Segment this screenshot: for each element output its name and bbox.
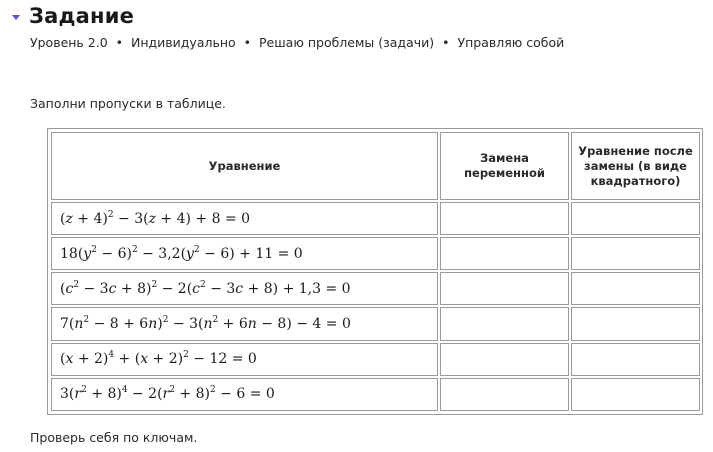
meta-separator: • bbox=[243, 35, 252, 50]
quadratic-cell[interactable] bbox=[571, 237, 700, 270]
equation-cell bbox=[51, 202, 438, 235]
quadratic-cell[interactable] bbox=[571, 343, 700, 376]
equations-table bbox=[47, 128, 703, 415]
equation-text: $18(y^2 - 6)^2 - 3,2(y^2 - 6) + 11 = 0$ bbox=[60, 244, 303, 262]
substitution-cell[interactable] bbox=[440, 307, 569, 340]
substitution-cell[interactable] bbox=[440, 378, 569, 411]
equation-cell bbox=[51, 307, 438, 340]
equation-cell bbox=[51, 237, 438, 270]
substitution-cell[interactable] bbox=[440, 343, 569, 376]
equation-cell bbox=[51, 343, 438, 376]
task-prompt: Заполни пропуски в таблице. bbox=[30, 96, 226, 111]
equation-text: $7(n^2 - 8 + 6n)^2 - 3(n^2 + 6n - 8) - 4 = 0$ bbox=[60, 315, 351, 333]
page-title: Задание bbox=[29, 4, 135, 28]
substitution-cell[interactable] bbox=[440, 202, 569, 235]
equation-text: $3(r^2 + 8)^4 - 2(r^2 + 8)^2 - 6 = 0$ bbox=[60, 385, 275, 403]
table-row bbox=[51, 237, 700, 270]
table-row bbox=[51, 307, 700, 340]
skill-label-2: Управляю собой bbox=[457, 35, 565, 50]
substitution-cell[interactable] bbox=[440, 237, 569, 270]
meta-separator: • bbox=[115, 35, 124, 50]
equation-text: $(z + 4)^2 - 3(z + 4) + 8 = 0$ bbox=[60, 209, 251, 227]
equation-cell bbox=[51, 378, 438, 411]
substitution-cell[interactable] bbox=[440, 272, 569, 305]
caret-down-icon[interactable] bbox=[12, 15, 20, 20]
meta-separator: • bbox=[442, 35, 450, 50]
skill-label-1: Решаю проблемы (задачи) bbox=[259, 35, 435, 50]
header-equation: Уравнение bbox=[51, 132, 438, 200]
quadratic-cell[interactable] bbox=[571, 307, 700, 340]
quadratic-cell[interactable] bbox=[571, 202, 700, 235]
task-header bbox=[12, 4, 134, 28]
level-label: Уровень 2.0 bbox=[30, 35, 108, 50]
quadratic-cell[interactable] bbox=[571, 272, 700, 305]
task-meta bbox=[30, 35, 564, 50]
header-quadratic: Уравнение после замены (в виде квадратного) bbox=[571, 132, 700, 200]
table-header-row bbox=[51, 132, 700, 200]
equation-text: $(c^2 - 3c + 8)^2 - 2(c^2 - 3c + 8) + 1,3 = 0$ bbox=[60, 279, 351, 297]
check-keys-text: Проверь себя по ключам. bbox=[30, 430, 198, 445]
header-substitution: Замена переменной bbox=[440, 132, 569, 200]
table-row bbox=[51, 202, 700, 235]
table-row bbox=[51, 378, 700, 411]
table-row bbox=[51, 343, 700, 376]
equation-cell bbox=[51, 272, 438, 305]
table-row bbox=[51, 272, 700, 305]
equation-text: $(x + 2)^4 + (x + 2)^2 - 12 = 0$ bbox=[60, 350, 257, 368]
mode-label: Индивидуально bbox=[131, 35, 236, 50]
quadratic-cell[interactable] bbox=[571, 378, 700, 411]
